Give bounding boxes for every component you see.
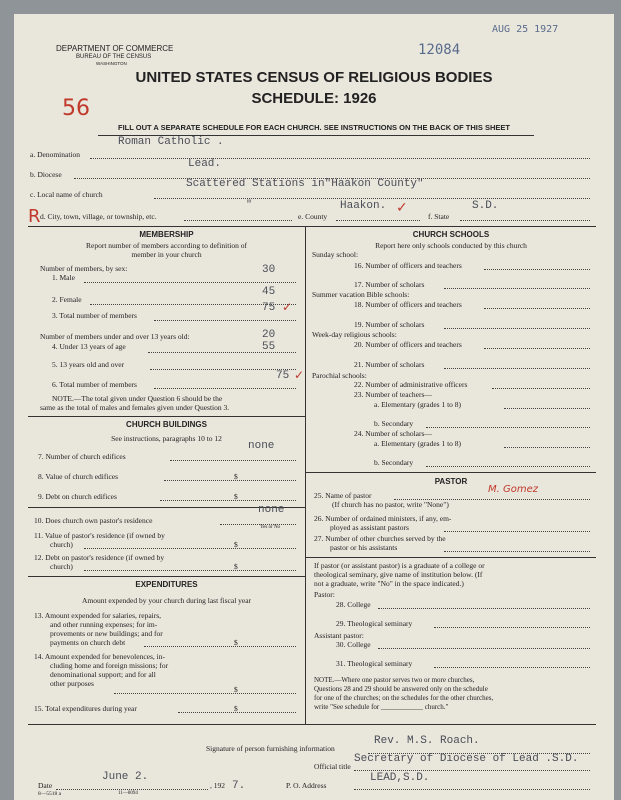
pastor-note2: Questions 28 and 29 should be answered only on the schedule <box>314 685 488 693</box>
q13-dollar: $ <box>234 638 238 647</box>
column-divider <box>305 226 306 724</box>
schools-heading: CHURCH SCHOOLS <box>412 230 490 239</box>
pastor-note1: NOTE.—Where one pastor serves two or more churches, <box>314 676 475 684</box>
membership-note1: NOTE.—The total given under Question 6 should be the <box>52 394 223 403</box>
q23a-label: a. Elementary (grades 1 to 8) <box>374 400 462 409</box>
expenditures-sub: Amount expended by your church during last fiscal year <box>81 596 252 605</box>
form-title: UNITED STATES CENSUS OF RELIGIOUS BODIES <box>135 69 493 86</box>
printing-code: 11—8094 <box>118 791 138 796</box>
q14-line4: other purposes <box>50 679 94 688</box>
graduate-note3: not a graduate, write "No" in the space indicated.) <box>314 579 464 588</box>
q13-line3: provements or new buildings; and for <box>50 629 163 638</box>
date-value: June 2. <box>102 771 149 783</box>
q5-label: 5. 13 years old and over <box>52 360 125 369</box>
q2-value: 45 <box>262 286 276 298</box>
q13-line1: 13. Amount expended for salaries, repairs, <box>34 611 162 620</box>
city-label: d. City, town, village, or township, etc. <box>40 212 157 221</box>
church-name-label: c. Local name of church <box>30 190 103 199</box>
address-label: P. O. Address <box>286 781 327 790</box>
year-digit: 7. <box>232 780 246 792</box>
q14-line3: denominational support; and for all <box>50 670 156 679</box>
state-value: S.D. <box>472 200 499 212</box>
q9-label: 9. Debt on church edifices <box>38 492 117 501</box>
membership-note2: same as the total of males and females given under Question 3. <box>40 403 230 412</box>
by-sex-label: Number of members, by sex: <box>40 264 128 273</box>
q6-label: 6. Total number of members <box>52 380 137 389</box>
q13-line4: payments on church debt <box>50 638 126 647</box>
year-prefix: , 192 <box>210 781 225 790</box>
pastor-note3: for one of the churches; on the schedules for the other churches, <box>314 694 494 702</box>
q10-label: 10. Does church own pastor's residence <box>34 516 153 525</box>
weekday-school-label: Week-day religious schools: <box>312 330 397 339</box>
q27-line2: pastor or his assistants <box>330 543 398 552</box>
signature-label: Signature of person furnishing information <box>206 744 335 753</box>
q25-label: 25. Name of pastor <box>314 491 372 500</box>
q7-value: none <box>248 440 275 452</box>
expenditures-heading: EXPENDITURES <box>135 580 198 589</box>
q17-label: 17. Number of scholars <box>354 280 425 289</box>
red-r-mark: R <box>28 206 41 227</box>
diocese-label: b. Diocese <box>30 170 62 179</box>
q25-sub: (If church has no pastor, write "None") <box>332 500 449 509</box>
department-name: DEPARTMENT OF COMMERCE <box>56 44 174 53</box>
q6-value: 75 <box>276 370 290 382</box>
diocese-value: Lead. <box>188 158 222 170</box>
q30-label: 30. College <box>336 640 371 649</box>
q3-value: 75 <box>262 302 276 314</box>
q14-line1: 14. Amount expended for benevolences, in- <box>34 652 166 661</box>
parochial-school-label: Parochial schools: <box>312 371 367 380</box>
q12-label-cont: church) <box>50 562 73 571</box>
q15-label: 15. Total expenditures during year <box>34 704 137 713</box>
q1-value: 30 <box>262 264 276 276</box>
instruction-banner: FILL OUT A SEPARATE SCHEDULE FOR EACH CHURCH. SEE INSTRUCTIONS ON THE BACK OF THIS SHEET <box>118 123 510 132</box>
q9-dollar: $ <box>234 492 238 501</box>
pastor-sub-label: Pastor: <box>314 590 335 599</box>
denomination-value: Roman Catholic . <box>118 136 224 148</box>
buildings-heading: CHURCH BUILDINGS <box>126 420 207 429</box>
q16-label: 16. Number of officers and teachers <box>354 261 462 270</box>
graduate-note2: theological seminary, give name of institution below. (If <box>314 570 483 579</box>
schools-sub: Report here only schools conducted by this church <box>375 241 527 250</box>
q1-label: 1. Male <box>52 273 75 282</box>
address-value: LEAD,S.D. <box>370 772 430 784</box>
county-value: Haakon. <box>340 200 387 212</box>
form-number: 8—5518 a <box>38 791 62 797</box>
q20-label: 20. Number of officers and teachers <box>354 340 462 349</box>
denomination-label: a. Denomination <box>30 150 80 159</box>
q26-line1: 26. Number of ordained ministers, if any, em- <box>314 514 452 523</box>
county-check-mark: ✓ <box>396 200 408 216</box>
q8-label: 8. Value of church edifices <box>38 472 119 481</box>
handwritten-number: 56 <box>62 96 90 121</box>
state-label: f. State <box>428 212 450 221</box>
vacation-school-label: Summer vacation Bible schools: <box>312 290 410 299</box>
assistant-pastor-label: Assistant pastor: <box>314 631 364 640</box>
graduate-note1: If pastor (or assistant pastor) is a graduate of a college or <box>314 561 485 570</box>
q28-label: 28. College <box>336 600 371 609</box>
q4-value-second: 55 <box>262 341 276 353</box>
serial-number: 12084 <box>418 42 461 58</box>
buildings-sub: See instructions, paragraphs 10 to 12 <box>111 434 222 443</box>
q4-value: 20 <box>262 329 276 341</box>
q7-label: 7. Number of church edifices <box>38 452 126 461</box>
q14-dollar: $ <box>234 685 238 694</box>
received-date-stamp: AUG 25 1927 <box>492 24 559 35</box>
pastor-name-value: M. Gomez <box>488 484 538 495</box>
q31-label: 31. Theological seminary <box>336 659 413 668</box>
q12-dollar: $ <box>234 562 238 571</box>
bureau-name: BUREAU OF THE CENSUS <box>76 54 152 60</box>
membership-sub2: member in your church <box>131 250 202 259</box>
q8-dollar: $ <box>234 472 238 481</box>
q10-value: none <box>258 504 285 516</box>
q23-label: 23. Number of teachers— <box>354 390 432 399</box>
q29-label: 29. Theological seminary <box>336 619 413 628</box>
sunday-school-label: Sunday school: <box>312 250 359 259</box>
q19-label: 19. Number of scholars <box>354 320 425 329</box>
q23b-label: b. Secondary <box>374 419 414 428</box>
official-title-value: Secretary of Diocese of Lead .S.D. <box>354 753 579 765</box>
city-value: " <box>246 200 253 211</box>
q13-line2: and other running expenses; for im- <box>50 620 158 629</box>
city-name: WASHINGTON <box>96 61 127 66</box>
date-label: Date <box>38 781 53 790</box>
q12-label: 12. Debt on pastor's residence (if owned by <box>34 553 165 562</box>
age-header: Number of members under and over 13 years old: <box>40 332 190 341</box>
q27-line1: 27. Number of other churches served by the <box>314 534 446 543</box>
membership-sub1: Report number of members according to definition of <box>86 241 247 250</box>
q11-label: 11. Value of pastor's residence (if owned by <box>34 531 165 540</box>
membership-heading: MEMBERSHIP <box>139 230 194 239</box>
official-title-label: Official title <box>314 762 351 771</box>
pastor-heading: PASTOR <box>434 477 468 486</box>
q18-label: 18. Number of officers and teachers <box>354 300 462 309</box>
q11-label-cont: church) <box>50 540 73 549</box>
q14-line2: cluding home and foreign missions; for <box>50 661 169 670</box>
county-label: e. County <box>298 212 328 221</box>
q3-label: 3. Total number of members <box>52 311 137 320</box>
q24b-label: b. Secondary <box>374 458 414 467</box>
q11-dollar: $ <box>234 540 238 549</box>
church-name-value: Scattered Stations in"Haakon County" <box>186 178 424 190</box>
q22-label: 22. Number of administrative officers <box>354 380 468 389</box>
q3-check-mark: ✓ <box>282 300 293 314</box>
q24a-label: a. Elementary (grades 1 to 8) <box>374 439 462 448</box>
schedule-title: SCHEDULE: 1926 <box>251 90 377 107</box>
q15-dollar: $ <box>234 704 238 713</box>
signature-value: Rev. M.S. Roach. <box>374 735 480 747</box>
q21-label: 21. Number of scholars <box>354 360 425 369</box>
q2-label: 2. Female <box>52 295 82 304</box>
q4-label: 4. Under 13 years of age <box>52 342 126 351</box>
q24-label: 24. Number of scholars— <box>354 429 432 438</box>
q26-line2: ployed as assistant pastors <box>330 523 409 532</box>
census-schedule-page <box>14 14 614 800</box>
q6-check-mark: ✓ <box>294 368 305 382</box>
yes-or-no-hint: Yes or No <box>260 525 281 530</box>
pastor-note4: write "See schedule for ____________ church." <box>314 703 449 711</box>
